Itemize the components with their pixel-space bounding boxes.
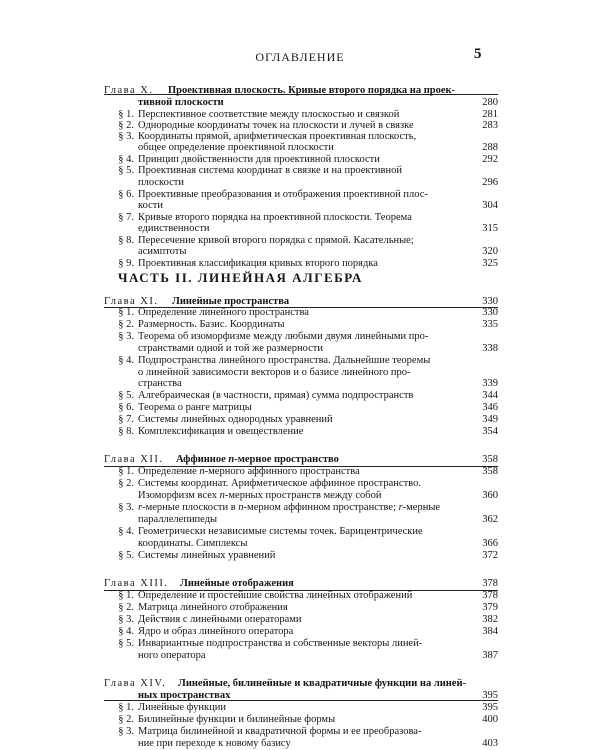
section-label: § 1. bbox=[118, 466, 134, 477]
toc-section-line bbox=[0, 549, 600, 562]
entry-title: Принцип двойственности для проективной плоскости bbox=[138, 154, 380, 165]
page-ref: 330 bbox=[482, 296, 498, 307]
page-ref: 395 bbox=[482, 690, 498, 701]
section-label: § 6. bbox=[118, 189, 134, 200]
entry-title: Проективная классификация кривых второго порядка bbox=[138, 258, 378, 269]
section-label: § 1. bbox=[118, 590, 134, 601]
entry-title: странствами одной и той же размерности bbox=[138, 343, 323, 354]
page-ref: 280 bbox=[482, 97, 498, 108]
page-ref: 320 bbox=[482, 246, 498, 257]
page-ref: 292 bbox=[482, 154, 498, 165]
page-ref: 283 bbox=[482, 120, 498, 131]
page-ref: 400 bbox=[482, 714, 498, 725]
entry-title: Геометрически независимые системы точек. Барицентрические bbox=[138, 526, 423, 537]
section-label: § 1. bbox=[118, 109, 134, 120]
section-label: § 4. bbox=[118, 626, 134, 637]
page-ref: 325 bbox=[482, 258, 498, 269]
section-label: § 7. bbox=[118, 212, 134, 223]
section-label: § 5. bbox=[118, 165, 134, 176]
entry-title: Системы координат. Арифметическое аффинное пространство. bbox=[138, 478, 421, 489]
chapter-label: Глава X. bbox=[104, 85, 154, 96]
entry-title: общее определение проективной плоскости bbox=[138, 142, 334, 153]
entry-title: Кривые второго порядка на проективной плоскости. Теорема bbox=[138, 212, 412, 223]
chapter-label: Глава XI. bbox=[104, 296, 159, 307]
section-label: § 1. bbox=[118, 307, 134, 318]
entry-title: единственности bbox=[138, 223, 210, 234]
page-ref: 360 bbox=[482, 490, 498, 501]
entry-title: Определение n-мерного аффинного пространства bbox=[138, 466, 360, 477]
page-ref: 382 bbox=[482, 614, 498, 625]
section-label: § 4. bbox=[118, 355, 134, 366]
page-ref: 395 bbox=[482, 702, 498, 713]
page-ref: 354 bbox=[482, 426, 498, 437]
page-ref: 384 bbox=[482, 626, 498, 637]
section-label: § 2. bbox=[118, 714, 134, 725]
entry-title: Определение линейного пространства bbox=[138, 307, 309, 318]
page-number: 5 bbox=[474, 46, 482, 62]
page-ref: 358 bbox=[482, 454, 498, 465]
section-label: § 7. bbox=[118, 414, 134, 425]
page-ref: 366 bbox=[482, 538, 498, 549]
entry-title: Размерность. Базис. Координаты bbox=[138, 319, 285, 330]
entry-title: Системы линейных однородных уравнений bbox=[138, 414, 333, 425]
entry-title: Теорема о ранге матрицы bbox=[138, 402, 252, 413]
entry-title: Действия с линейными операторами bbox=[138, 614, 302, 625]
page-ref: 379 bbox=[482, 602, 498, 613]
section-label: § 8. bbox=[118, 235, 134, 246]
section-label: § 4. bbox=[118, 526, 134, 537]
section-label: § 2. bbox=[118, 120, 134, 131]
entry-title: о линейной зависимости векторов и о базисе линейного про- bbox=[138, 367, 411, 378]
chapter-label: Глава XIV. bbox=[104, 678, 167, 689]
section-label: § 3. bbox=[118, 502, 134, 513]
section-label: § 6. bbox=[118, 402, 134, 413]
section-label: § 3. bbox=[118, 614, 134, 625]
entry-title: ного оператора bbox=[138, 650, 206, 661]
entry-title: асимптоты bbox=[138, 246, 187, 257]
entry-title: плоскости bbox=[138, 177, 184, 188]
entry-title: Пересечение кривой второго порядка с прямой. Касательные; bbox=[138, 235, 414, 246]
page-ref: 330 bbox=[482, 307, 498, 318]
section-label: § 3. bbox=[118, 331, 134, 342]
entry-title: Линейные пространства bbox=[172, 296, 290, 307]
entry-title: Линейные функции bbox=[138, 702, 226, 713]
entry-title: Координаты прямой, арифметическая проективная плоскость, bbox=[138, 131, 417, 142]
page-ref: 338 bbox=[482, 343, 498, 354]
section-label: § 5. bbox=[118, 638, 134, 649]
section-label: § 2. bbox=[118, 478, 134, 489]
entry-title: r-мерные плоскости в n-мерном аффинном пространстве; r-мерные bbox=[138, 502, 441, 513]
entry-title: координаты. Симплексы bbox=[138, 538, 248, 549]
section-label: § 9. bbox=[118, 258, 134, 269]
toc-section-line bbox=[0, 257, 600, 270]
page-ref: 344 bbox=[482, 390, 498, 401]
entry-title: Ядро и образ линейного оператора bbox=[138, 626, 294, 637]
entry-title: Линейные, билинейные и квадратичные функции на линей- bbox=[178, 678, 467, 689]
toc-section-line bbox=[0, 425, 600, 438]
entry-title: параллелепипеды bbox=[138, 514, 218, 525]
page-ref: 339 bbox=[482, 378, 498, 389]
entry-title: ние при переходе к новому базису bbox=[138, 738, 291, 749]
entry-title: ных пространствах bbox=[138, 690, 231, 701]
part-title: ЧАСТЬ II. ЛИНЕЙНАЯ АЛГЕБРА bbox=[118, 270, 363, 285]
chapter-label: Глава XIII. bbox=[104, 578, 169, 589]
entry-title: Перспективное соответствие между плоскостью и связкой bbox=[138, 109, 400, 120]
page-ref: 378 bbox=[482, 590, 498, 601]
page-ref: 346 bbox=[482, 402, 498, 413]
entry-title: Матрица билинейной и квадратичной формы и ее преобразова- bbox=[138, 726, 422, 737]
section-label: § 5. bbox=[118, 390, 134, 401]
entry-title: Алгебраическая (в частности, прямая) сумма подпространств bbox=[138, 390, 414, 401]
running-head: ОГЛАВЛЕНИЕ bbox=[255, 50, 345, 64]
entry-title: Подпространства линейного пространства. Дальнейшие теоремы bbox=[138, 355, 431, 366]
entry-title: Проективная система координат в связке и на проективной bbox=[138, 165, 402, 176]
section-label: § 2. bbox=[118, 319, 134, 330]
entry-title: Комплексификация и овеществление bbox=[138, 426, 304, 437]
chapter-label: Глава XII. bbox=[104, 454, 164, 465]
entry-title: Аффинное n-мерное пространство bbox=[176, 454, 339, 465]
page-ref: 304 bbox=[482, 200, 498, 211]
section-label: § 3. bbox=[118, 726, 134, 737]
page-ref: 372 bbox=[482, 550, 498, 561]
page-ref: 358 bbox=[482, 466, 498, 477]
entry-title: странства bbox=[138, 378, 182, 389]
page-ref: 288 bbox=[482, 142, 498, 153]
entry-title: Матрица линейного отображения bbox=[138, 602, 288, 613]
section-label: § 4. bbox=[118, 154, 134, 165]
section-label: § 3. bbox=[118, 131, 134, 142]
section-label: § 8. bbox=[118, 426, 134, 437]
entry-title: Проективная плоскость. Кривые второго порядка на проек- bbox=[168, 85, 456, 96]
entry-title: тивной плоскости bbox=[138, 97, 224, 108]
entry-title: Теорема об изоморфизме между любыми двумя линейными про- bbox=[138, 331, 429, 342]
entry-title: Определение и простейшие свойства линейных отображений bbox=[138, 590, 413, 601]
page-ref: 378 bbox=[482, 578, 498, 589]
toc-continuation-line bbox=[0, 649, 600, 662]
entry-title: Изоморфизм всех n-мерных пространств между собой bbox=[138, 490, 382, 501]
section-label: § 2. bbox=[118, 602, 134, 613]
entry-title: Билинейные функции и билинейные формы bbox=[138, 714, 336, 725]
page-ref: 335 bbox=[482, 319, 498, 330]
entry-title: Инвариантные подпространства и собственные векторы линей- bbox=[138, 638, 423, 649]
section-label: § 5. bbox=[118, 550, 134, 561]
page-ref: 349 bbox=[482, 414, 498, 425]
page-ref: 281 bbox=[482, 109, 498, 120]
entry-title: Проективные преобразования и отображения проективной плос- bbox=[138, 189, 428, 200]
section-label: § 1. bbox=[118, 702, 134, 713]
page-ref: 387 bbox=[482, 650, 498, 661]
toc-continuation-line bbox=[0, 737, 600, 750]
page-ref: 315 bbox=[482, 223, 498, 234]
page-ref: 362 bbox=[482, 514, 498, 525]
page-ref: 403 bbox=[482, 738, 498, 749]
page-ref: 296 bbox=[482, 177, 498, 188]
entry-title: Системы линейных уравнений bbox=[138, 550, 276, 561]
entry-title: Однородные координаты точек на плоскости и лучей в связке bbox=[138, 120, 414, 131]
entry-title: Линейные отображения bbox=[180, 578, 294, 589]
entry-title: кости bbox=[138, 200, 163, 211]
